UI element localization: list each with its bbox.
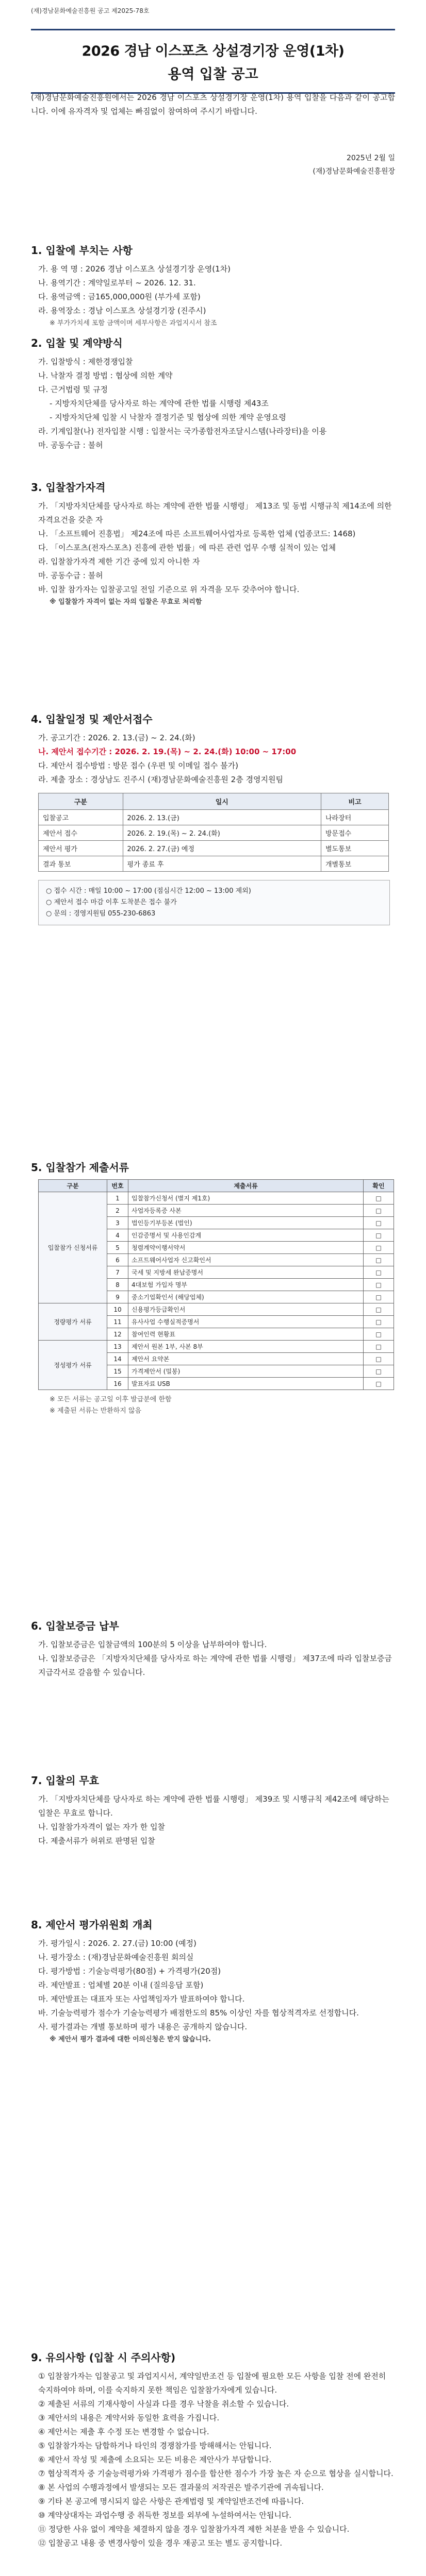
line: 나. 낙찰자 결정 방법 : 협상에 의한 계약 (38, 371, 173, 380)
checkbox-cell[interactable]: □ (364, 1378, 394, 1390)
line: 라. 기계입찰(나) 전자입찰 시행 : 입찰서는 국가종합전자조달시스템(나라장터)을 이용 (38, 427, 327, 436)
line: 다. 제출서류가 허위로 판명된 입찰 (38, 1836, 155, 1845)
line: ⑧ 본 사업의 수행과정에서 발생되는 모든 결과물의 저작권은 발주기관에 귀속됩니다. (38, 2483, 324, 2492)
cell: 14 (107, 1353, 128, 1365)
cell: 입찰공고 (39, 810, 123, 825)
note: ※ 부가가치세 포함 금액이며 세부사항은 과업지시서 참조 (50, 319, 217, 327)
cell: 9 (107, 1291, 128, 1303)
line: 라. 입찰참가자격 제한 기간 중에 있지 아니한 자 (38, 557, 200, 566)
line: 가. 「지방자치단체를 당사자로 하는 계약에 관한 법률 시행령」 제13조 및 동법 시행규칙 제14조에 의한 자격요건을 갖춘 자 (38, 501, 392, 524)
checkbox-cell[interactable]: □ (364, 1205, 394, 1217)
cell: 별도통보 (321, 841, 389, 856)
checkbox-cell[interactable]: □ (364, 1254, 394, 1266)
line: - 지방자치단체를 당사자로 하는 계약에 관한 법률 시행령 제43조 (50, 399, 269, 408)
warning-note: ※ 입찰참가 자격이 없는 자의 입찰은 무효로 처리함 (50, 598, 202, 606)
checkbox-cell[interactable]: □ (364, 1291, 394, 1303)
header-cell: 제출서류 (128, 1180, 364, 1192)
section-1 (31, 242, 395, 329)
section-title: 4. 입찰일정 및 제안서접수 (31, 713, 153, 725)
checkbox-cell[interactable]: □ (364, 1303, 394, 1316)
cell: 5 (107, 1242, 128, 1254)
line: ⑥ 제안서 작성 및 제출에 소요되는 모든 비용은 제안사가 부담합니다. (38, 2455, 272, 2464)
section-5 (31, 1159, 395, 1417)
header-cell: 구분 (39, 793, 123, 810)
line: 바. 기술능력평가 점수가 기술능력평가 배점한도의 85% 이상인 자를 협상적격자로 선정합니다. (38, 2008, 359, 2018)
line: 다. 근거법령 및 규정 (38, 385, 108, 394)
section-title: 2. 입찰 및 계약방식 (31, 337, 123, 349)
announcement-date: 2025년 2월 일 (346, 154, 395, 162)
cell: 제안서 접수 (39, 825, 123, 841)
checkbox-cell[interactable]: □ (364, 1217, 394, 1229)
cell: 개별통보 (321, 856, 389, 872)
group-cell: 정성평가 서류 (39, 1341, 107, 1390)
note: ※ 제출된 서류는 반환하지 않음 (50, 1407, 142, 1415)
line: ⑨ 기타 본 공고에 명시되지 않은 사항은 관계법령 및 계약일반조건에 따릅니다. (38, 2497, 304, 2506)
cell: 결과 통보 (39, 856, 123, 872)
section-7 (31, 1772, 395, 1848)
line: 바. 입찰 참가자는 입찰공고일 전일 기준으로 위 자격을 모두 갖추어야 합니다. (38, 585, 300, 594)
checkbox-cell[interactable]: □ (364, 1353, 394, 1365)
cell: 16 (107, 1378, 128, 1390)
cell: 7 (107, 1266, 128, 1279)
section-3 (31, 479, 395, 608)
line: ③ 제안서의 내용은 계약서와 동일한 효력을 가집니다. (38, 2413, 220, 2422)
schedule-table (38, 793, 389, 872)
line: 나. 제안서 접수기간 : 2026. 2. 19.(목) ~ 2. 24.(화) 10:00 ~ 17:00 (38, 747, 297, 756)
line: 가. 입찰방식 : 제한경쟁입찰 (38, 357, 133, 366)
cell: 제안서 요약본 (128, 1353, 364, 1365)
line: 다. 「이스포츠(전자스포츠) 진흥에 관한 법률」에 따른 관련 업무 수행 실적이 있는 업체 (38, 543, 336, 552)
cell: 신용평가등급확인서 (128, 1303, 364, 1316)
cell: 2026. 2. 19.(목) ~ 2. 24.(화) (123, 825, 321, 841)
section-9 (31, 2349, 395, 2550)
header-cell: 비고 (321, 793, 389, 810)
notice-number: (재)경남문화예술진흥원 공고 제2025-78호 (31, 7, 150, 14)
cell: 2026. 2. 27.(금) 예정 (123, 841, 321, 856)
table-row (39, 856, 389, 872)
cell: 참여인력 현황표 (128, 1328, 364, 1341)
line: ⑫ 입찰공고 내용 중 변경사항이 있을 경우 재공고 또는 별도 공지합니다. (38, 2538, 283, 2548)
line: ④ 제안서는 제출 후 수정 또는 변경할 수 없습니다. (38, 2427, 209, 2436)
table-header-row (39, 793, 389, 810)
table-row (39, 1341, 394, 1353)
line: ⑩ 계약상대자는 과업수행 중 취득한 정보를 외부에 누설하여서는 안됩니다. (38, 2511, 292, 2520)
date-block (313, 151, 395, 178)
line: ① 입찰참가자는 입찰공고 및 과업지시서, 계약일반조건 등 입찰에 필요한 모든 사항을 입찰 전에 완전히 숙지하여야 하며, 이를 숙지하지 못한 책임은 입찰참가자에게 있습니다. (38, 2371, 386, 2395)
line: 라. 용역장소 : 경남 이스포츠 상설경기장 (진주시) (38, 306, 206, 315)
line: ⑪ 정당한 사유 없이 계약을 체결하지 않을 경우 입찰참가자격 제한 처분을 받을 수 있습니다. (38, 2524, 350, 2534)
checkbox-cell[interactable]: □ (364, 1341, 394, 1353)
intro-paragraph: (재)경남문화예술진흥원에서는 2026 경남 이스포츠 상설경기장 운영(1차) 용역 입찰을 다음과 같이 공고합니다. 이에 유자격자 및 업체는 빠짐없이 참여하여 주시기 바랍니다. (31, 93, 395, 116)
line: 가. 「지방자치단체를 당사자로 하는 계약에 관한 법률 시행령」 제39조 및 시행규칙 제42조에 해당하는 입찰은 무효로 합니다. (38, 1794, 389, 1818)
info-box (38, 880, 390, 925)
line: 나. 「소프트웨어 진흥법」 제24조에 따른 소프트웨어사업자로 등록한 업체 (업종코드: 1468) (38, 529, 356, 538)
checkbox-cell[interactable]: □ (364, 1242, 394, 1254)
table-row (39, 810, 389, 825)
warning-note: ※ 제안서 평가 결과에 대한 이의신청은 받지 않습니다. (50, 2036, 211, 2043)
issuer: (재)경남문화예술진흥원장 (313, 167, 395, 176)
document-title: 2026 경남 이스포츠 상설경기장 운영(1차) (81, 43, 345, 59)
cell: 10 (107, 1303, 128, 1316)
line: 가. 평가일시 : 2026. 2. 27.(금) 10:00 (예정) (38, 1939, 196, 1948)
cell: 법인등기부등본 (법인) (128, 1217, 364, 1229)
cell: 15 (107, 1365, 128, 1378)
cell: 3 (107, 1217, 128, 1229)
line: 가. 공고기간 : 2026. 2. 13.(금) ~ 2. 24.(화) (38, 733, 195, 742)
box-line: ○ 제안서 접수 마감 이후 도착분은 접수 불가 (46, 899, 177, 906)
table-row (39, 825, 389, 841)
section-4 (31, 711, 395, 925)
cell: 인감증명서 및 사용인감계 (128, 1229, 364, 1242)
line: 마. 공동수급 : 불허 (38, 440, 103, 450)
section-title: 6. 입찰보증금 납부 (31, 1620, 119, 1632)
line: 가. 입찰보증금은 입찰금액의 100분의 5 이상을 납부하여야 합니다. (38, 1640, 267, 1649)
cell: 소프트웨어사업자 신고확인서 (128, 1254, 364, 1266)
section-title: 1. 입찰에 부치는 사항 (31, 244, 133, 257)
line: 라. 제안발표 : 업체별 20분 이내 (질의응답 포함) (38, 1980, 204, 1990)
cell: 제안서 원본 1부, 사본 8부 (128, 1341, 364, 1353)
cell: 입찰참가신청서 (별지 제1호) (128, 1192, 364, 1205)
line: 마. 공동수급 : 불허 (38, 571, 103, 580)
line: 다. 제안서 접수방법 : 방문 접수 (우편 및 이메일 접수 불가) (38, 761, 238, 770)
title-block (31, 29, 395, 94)
checkbox-cell[interactable]: □ (364, 1328, 394, 1341)
header-cell: 일시 (123, 793, 321, 810)
checkbox-cell[interactable]: □ (364, 1192, 394, 1205)
section-title: 8. 제안서 평가위원회 개최 (31, 1919, 153, 1931)
cell: 4 (107, 1229, 128, 1242)
table-row (39, 841, 389, 856)
line: ② 제출된 서류의 기재사항이 사실과 다를 경우 낙찰을 취소할 수 있습니다. (38, 2399, 289, 2409)
checkbox-cell[interactable]: □ (364, 1279, 394, 1291)
cell: 방문접수 (321, 825, 389, 841)
cell: 청렴계약이행서약서 (128, 1242, 364, 1254)
line: - 지방자치단체 입찰 시 낙찰자 결정기준 및 협상에 의한 계약 운영요령 (50, 413, 286, 422)
cell: 12 (107, 1328, 128, 1341)
section-title: 5. 입찰참가 제출서류 (31, 1161, 129, 1174)
header-cell: 번호 (107, 1180, 128, 1192)
section-title: 7. 입찰의 무효 (31, 1774, 100, 1787)
line: 사. 평가결과는 개별 통보하며 평가 내용은 공개하지 않습니다. (38, 2022, 248, 2031)
table-header-row (39, 1180, 394, 1192)
checkbox-cell[interactable]: □ (364, 1266, 394, 1279)
line: 나. 입찰보증금은 「지방자치단체를 당사자로 하는 계약에 관한 법률 시행령」 제37조에 따라 입찰보증금 지급각서로 갈음할 수 있습니다. (38, 1654, 392, 1677)
checkbox-cell[interactable]: □ (364, 1316, 394, 1328)
cell: 제안서 평가 (39, 841, 123, 856)
cell: 사업자등록증 사본 (128, 1205, 364, 1217)
cell: 6 (107, 1254, 128, 1266)
header-cell: 구분 (39, 1180, 107, 1192)
box-line: ○ 문의 : 경영지원팀 055-230-6863 (46, 910, 156, 918)
line: 다. 용역금액 : 금165,000,000원 (부가세 포함) (38, 292, 201, 301)
line: 다. 평가방법 : 기술능력평가(80점) + 가격평가(20점) (38, 1967, 221, 1976)
line: 나. 평가장소 : (재)경남문화예술진흥원 회의실 (38, 1953, 194, 1962)
section-2 (31, 335, 395, 452)
line: 나. 입찰참가자격이 없는 자가 한 입찰 (38, 1822, 165, 1832)
section-title: 3. 입찰참가자격 (31, 481, 106, 494)
line: 라. 제출 장소 : 경상남도 진주시 (재)경남문화예술진흥원 2층 경영지원팀 (38, 775, 283, 784)
line: 마. 제안발표는 대표자 또는 사업책임자가 발표하여야 합니다. (38, 1994, 245, 2004)
cell: 발표자료 USB (128, 1378, 364, 1390)
cell: 1 (107, 1192, 128, 1205)
cell: 4대보험 가입자 명부 (128, 1279, 364, 1291)
line: 가. 용 역 명 : 2026 경남 이스포츠 상설경기장 운영(1차) (38, 264, 231, 274)
checkbox-cell[interactable]: □ (364, 1229, 394, 1242)
table-row (39, 1303, 394, 1316)
cell: 13 (107, 1341, 128, 1353)
note: ※ 모든 서류는 공고일 이후 발급분에 한함 (50, 1396, 172, 1403)
section-title: 9. 유의사항 (입찰 시 주의사항) (31, 2351, 176, 2364)
document-subtitle: 용역 입찰 공고 (168, 66, 258, 82)
line: 나. 용역기간 : 계약일로부터 ~ 2026. 12. 31. (38, 278, 196, 287)
section-6 (31, 1618, 395, 1680)
group-cell: 입찰참가 신청서류 (39, 1192, 107, 1303)
cell: 2026. 2. 13.(금) (123, 810, 321, 825)
cell: 평가 종료 후 (123, 856, 321, 872)
box-line: ○ 접수 시간 : 매일 10:00 ~ 17:00 (점심시간 12:00 ~ 13:00 제외) (46, 887, 251, 895)
cell: 2 (107, 1205, 128, 1217)
header-cell: 확인 (364, 1180, 394, 1192)
cell: 11 (107, 1316, 128, 1328)
cell: 국세 및 지방세 완납증명서 (128, 1266, 364, 1279)
cell: 중소기업확인서 (해당업체) (128, 1291, 364, 1303)
documents-table (38, 1179, 394, 1390)
cell: 8 (107, 1279, 128, 1291)
cell: 가격제안서 (밀봉) (128, 1365, 364, 1378)
line: ⑦ 협상적격자 중 기술능력평가와 가격평가 점수를 합산한 점수가 가장 높은 자 순으로 협상을 실시합니다. (38, 2469, 394, 2478)
cell: 유사사업 수행실적증명서 (128, 1316, 364, 1328)
cell: 나라장터 (321, 810, 389, 825)
section-8 (31, 1917, 395, 2045)
table-row (39, 1192, 394, 1205)
group-cell: 정량평가 서류 (39, 1303, 107, 1341)
line: ⑤ 입찰참가자는 담합하거나 타인의 경쟁참가를 방해해서는 안됩니다. (38, 2441, 272, 2450)
checkbox-cell[interactable]: □ (364, 1365, 394, 1378)
